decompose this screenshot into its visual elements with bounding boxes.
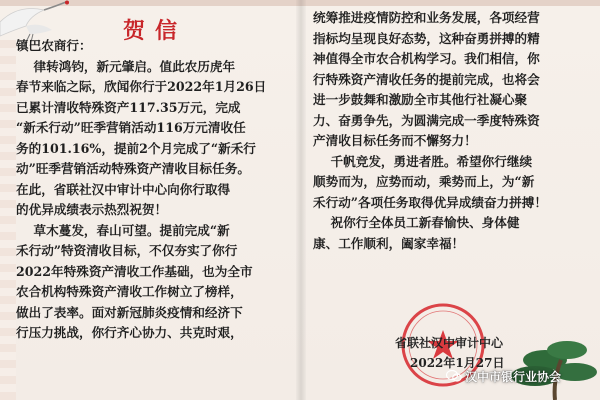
letter-line: 康、工作顺利，阖家幸福！ bbox=[313, 235, 465, 251]
letter-line: 动”旺季营销活动特殊资产清收目标任务。 bbox=[16, 161, 250, 176]
letter-line: 已累计清收特殊资产117.35万元，完成 bbox=[16, 99, 241, 115]
letter-line: 农合机构特殊资产清收工作树立了榜样， bbox=[16, 284, 243, 299]
signature-org: 省联社汉中审计中心 bbox=[395, 336, 504, 350]
letter-line: 指标均呈现良好态势，这种奋勇拼搏的精 bbox=[313, 30, 540, 46]
letter-line: 禾行动”特资清收目标，不仅夯实了你行 bbox=[16, 243, 238, 258]
left-decorative-border bbox=[0, 40, 16, 400]
watermark-text: 汉中市银行业协会 bbox=[465, 370, 562, 384]
pine-tree-icon bbox=[505, 320, 600, 400]
letter-line: 进一步鼓舞和激励全市其他行社凝心聚 bbox=[313, 92, 528, 107]
letter-line: 镇巴农商行： bbox=[16, 38, 92, 53]
letter-line: 律转鸿钧，新元肇启。值此农历虎年 bbox=[16, 58, 236, 74]
letter-line: 统筹推进疫情防控和业务发展，各项经营 bbox=[313, 10, 540, 25]
letter-line: 禾行动”各项任务取得优异成绩奋力拼搏！ bbox=[313, 194, 547, 210]
letter-line: 务的101.16%，提前2个月完成了“新禾行 bbox=[16, 140, 256, 156]
wechat-icon bbox=[446, 369, 462, 383]
letter-line: 做出了表率。面对新冠肺炎疫情和经济下 bbox=[16, 304, 243, 320]
letter-line: 力、奋勇争先，为圆满完成一季度特殊资 bbox=[313, 112, 540, 128]
page-fold bbox=[296, 0, 306, 400]
letter-line: 祝你行全体员工新春愉快、身体健 bbox=[313, 215, 520, 230]
letter-line: 千帆竞发，勇进者胜。希望你行继续 bbox=[313, 153, 533, 169]
letter-line: “新禾行动”旺季营销活动116万元清收任 bbox=[16, 120, 246, 135]
letter-line: 在此，省联社汉中审计中心向你行取得 bbox=[16, 181, 231, 197]
letter-title: 贺信 bbox=[122, 18, 187, 44]
letter-line: 顺势而为，应势而动，乘势而上，为“新 bbox=[313, 174, 535, 189]
letter-line: 的优异成绩表示热烈祝贺！ bbox=[16, 202, 168, 217]
letter-left-column bbox=[16, 36, 292, 344]
letter-line: 行特殊资产清收任务的提前完成，也将会 bbox=[313, 71, 540, 87]
letter-right-column bbox=[313, 8, 585, 254]
signature-date: 2022年1月27日 bbox=[410, 356, 505, 370]
letter-line: 2022年特殊资产清收工作基础，也为全市 bbox=[16, 263, 253, 279]
letter-line: 产清收目标任务而不懈努力！ bbox=[313, 133, 477, 148]
letter-line: 春节来临之际，欣闻你行于2022年1月26日 bbox=[16, 79, 267, 94]
letter-line: 神值得全市农合机构学习。我们相信，你 bbox=[313, 51, 540, 66]
letter-line: 行压力挑战，你行齐心协力、共克时艰， bbox=[16, 325, 243, 340]
letter-line: 草木蔓发，春山可望。提前完成“新 bbox=[16, 222, 230, 238]
